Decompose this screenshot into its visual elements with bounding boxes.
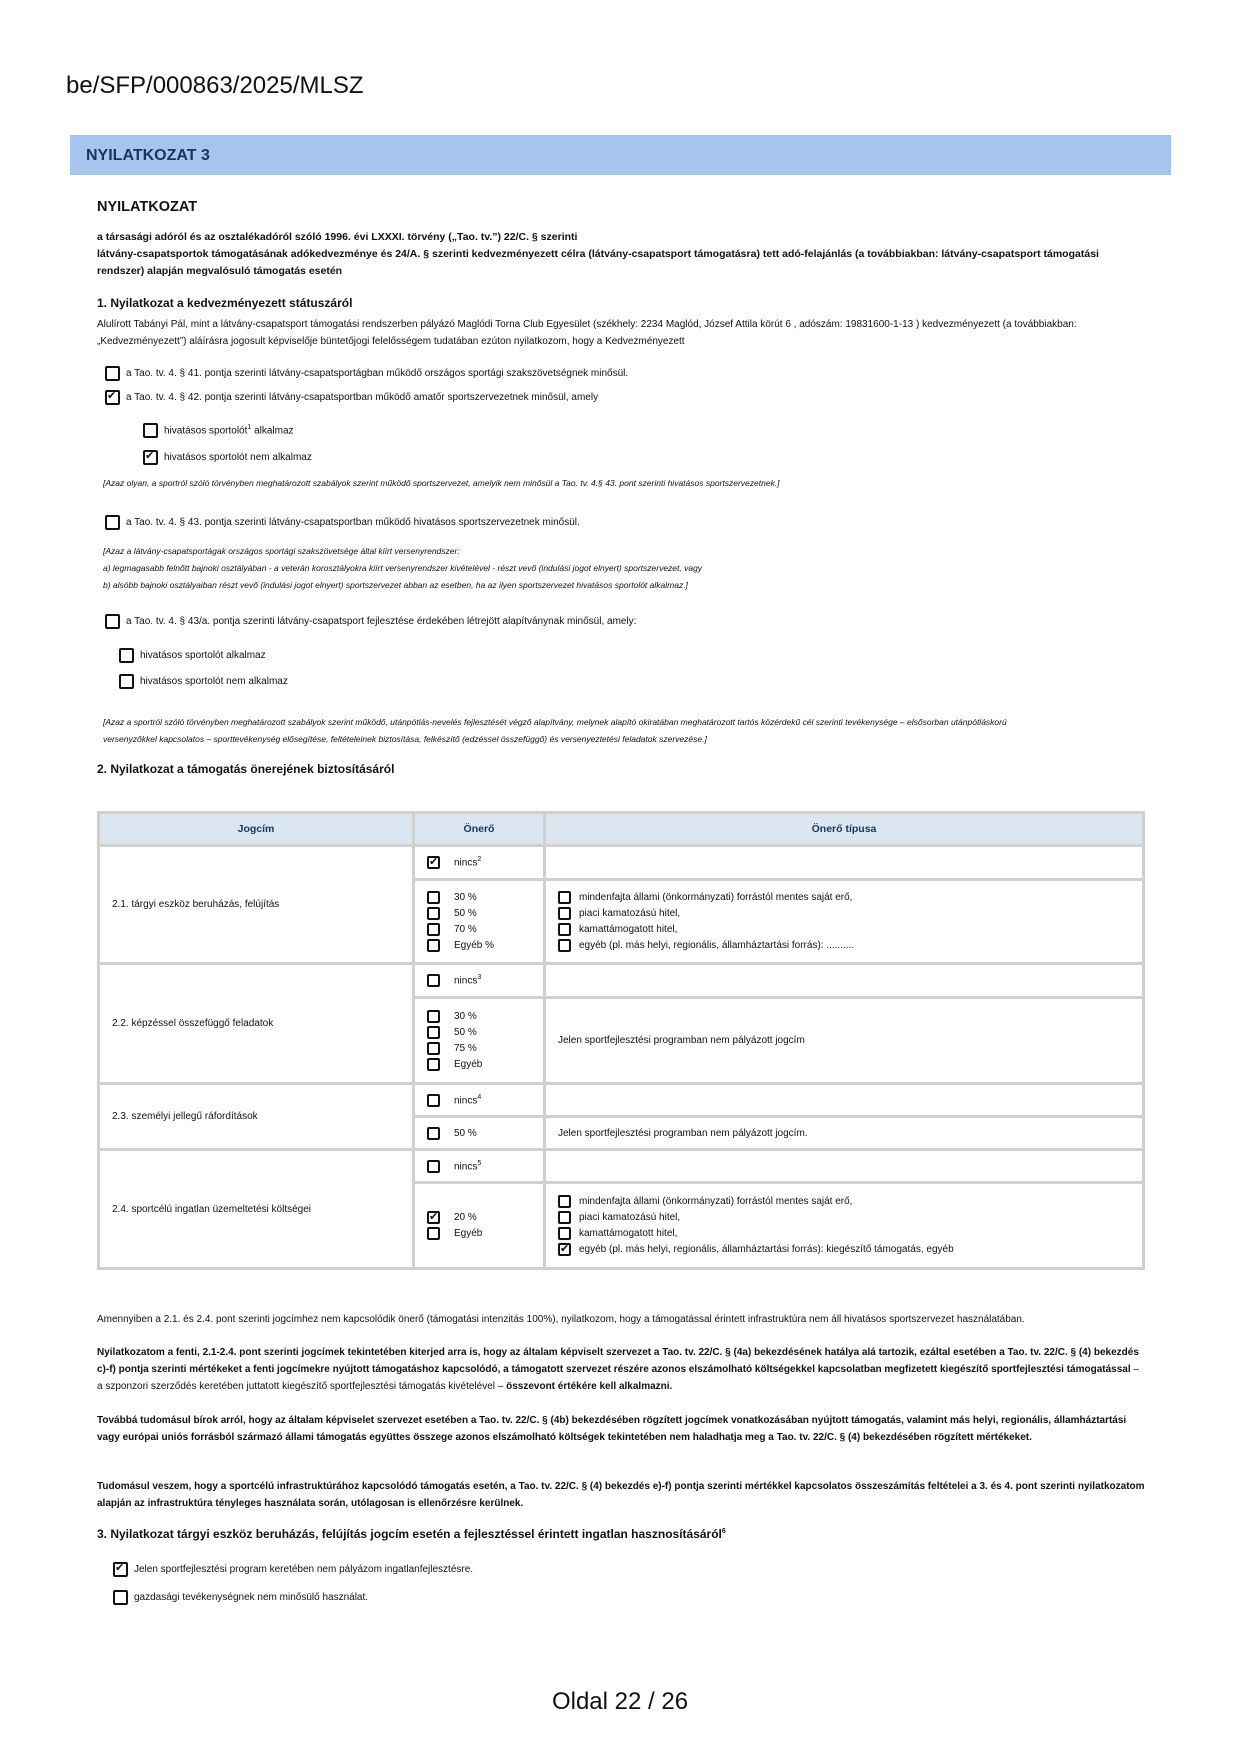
note-43a-line-2: versenyzőkkel kapcsolatos – sporttevékenység elősegítése, feltételeinek biztosítása, felkészítő (edzéssel összefüggő) és versenyeztetési feladatok szervezése.] [103,734,707,744]
option-label: Egyéb [454,1228,483,1239]
paragraph-1: Amennyiben a 2.1. és 2.4. pont szerinti jogcímhez nem kapcsolódik önerő (támogatási intenzitás 100%), nyilatkozom, hogy a támogatással érintett infrastruktúra nem áll hivatásos sportszervezet használatában. [97,1314,1025,1325]
checkbox-kamattamogatott[interactable] [558,923,571,936]
checkbox-egyeb[interactable] [427,939,440,952]
tipus-option[interactable] [558,1243,1130,1256]
checkbox-20[interactable] [427,1211,440,1224]
checkbox-kamattamogatott[interactable] [558,1227,571,1240]
paragraph-3: Továbbá tudomásul bírok arról, hogy az általam képviselet szervezet esetében a Tao. tv. 22/C. § (4b) bekezdésében rögzített jogcímek vonatkozásában nyújtott támogatás, valamint más helyi, regionális, államháztartási vagy európai uniós forrásból származó állami támogatás együttes összege azonos elszámolható költségek tekintetében nem haladhatja meg a Tao. tv. 22/C. § (4) bekezdésében rögzített mértékeket. [97,1415,1127,1443]
tipus-text: Jelen sportfejlesztési programban nem pályázott jogcím [545,998,1144,1084]
option-label: mindenfajta állami (önkormányzati) forrástól mentes saját erő, [579,1196,853,1207]
tipus-option[interactable] [558,1227,1130,1240]
checkbox-no-real-estate[interactable] [113,1562,128,1577]
onero-option[interactable] [427,923,531,936]
header-onero: Önerő [414,813,545,846]
option-label: Egyéb % [454,940,495,951]
checkbox-43[interactable] [105,515,120,530]
option-label: 75 % [454,1043,477,1054]
tipus-option[interactable] [558,1211,1130,1224]
onero-option[interactable] [427,1010,531,1023]
header-jogcim: Jogcím [99,813,414,846]
empty-cell [545,1084,1144,1117]
option-label: 20 % [454,1212,477,1223]
checkbox-non-economic-use[interactable] [113,1590,128,1605]
option-43-label: a Tao. tv. 4. § 43. pontja szerinti látvány-csapatsportban működő hivatásos sportszervezetnek minősül. [126,517,580,528]
nincs-label: nincs$^4$ [454,1093,482,1107]
option-41[interactable] [105,366,628,381]
jogcim-cell: 2.2. képzéssel összefüggő feladatok [99,964,414,1084]
checkbox-piaci-hitel[interactable] [558,907,571,920]
nincs-option[interactable] [427,856,531,869]
onero-option[interactable] [427,907,531,920]
paragraph-4: Tudomásul veszem, hogy a sportcélú infrastruktúrához kapcsolódó támogatás esetén, a Tao. tv. 22/C. § (4) bekezdés e)-f) pontja szerinti mértékkel kapcsolatos összeszámítás feltételei a 3. és 4. pont szerinti nyilatkozatom alapján az infrastruktúra tényleges használata során, utólagosan is ellenőrzésre kerülnek. [97,1481,1145,1509]
option-41-label: a Tao. tv. 4. § 41. pontja szerinti látvány-csapatsportágban működő országos sportági szakszövetségnek minősül. [126,368,629,379]
checkbox-30[interactable] [427,891,440,904]
onero-option[interactable] [427,1026,531,1039]
tipus-text: Jelen sportfejlesztési programban nem pályázott jogcím. [545,1117,1144,1150]
option-label: 50 % [454,908,477,919]
document-id: be/SFP/000863/2025/MLSZ [66,72,364,99]
option-label: 50 % [454,1027,477,1038]
checkbox-41[interactable] [105,366,120,381]
checkbox-nincs[interactable] [427,856,440,869]
section3-heading: 3. Nyilatkozat tárgyi eszköz beruházás, felújítás jogcím esetén a fejlesztéssel érintett ingatlan hasznosításáról$^6$ [97,1527,726,1541]
option-43a[interactable] [105,614,636,629]
jogcim-cell: 2.1. tárgyi eszköz beruházás, felújítás [99,846,414,964]
empty-cell [545,964,1144,998]
option-label: mindenfajta állami (önkormányzati) forrástól mentes saját erő, [579,892,853,903]
note-43-line-2: a) legmagasabb felnőtt bajnoki osztályában - a veterán korosztályokra kiírt versenyrendszer kivételével - részt vevő (indulási jogot elnyert) sportszervezet, vagy [103,563,703,573]
checkbox-30[interactable] [427,1010,440,1023]
table-row [99,846,1144,880]
checkbox-75[interactable] [427,1042,440,1055]
tipus-option[interactable] [558,939,1130,952]
onero-option[interactable] [427,1127,531,1140]
option-43a-sub2[interactable] [119,674,288,689]
option-43[interactable] [105,515,580,530]
section-header-bar [70,135,1171,175]
option-43a-sub2-label: hivatásos sportolót nem alkalmaz [140,676,288,687]
empty-cell [545,1150,1144,1183]
intro-line-1: a társasági adóról és az osztalékadóról szóló 1996. évi LXXXI. törvény („Tao. tv.”) 22/C. § szerinti [97,231,578,243]
option-label: kamattámogatott hitel, [579,1228,678,1239]
section-title: NYILATKOZAT 3 [86,147,210,164]
section1-body: Alulírott Tabányi Pál, mint a látvány-csapatsport támogatási rendszerben pályázó Maglódi Torna Club Egyesület (székhely: 2234 Maglód, József Attila körút 6 , adószám: 19831600-1-13 ) kedvezményezett (a továbbiakban: „Kedvezményezett”) aláírásra jogosult képviselője büntetőjogi felelősségem tudatában ezúton nyilatkozom, hogy a Kedvezményezett [97,319,1077,347]
option-42-sub2[interactable] [143,450,312,465]
checkbox-50[interactable] [427,907,440,920]
paragraph-2: Nyilatkozatom a fenti, 2.1-2.4. pont szerinti jogcímek tekintetében kiterjed arra is, hogy az általam képviselt szervezet a Tao. tv. 22/C. § (4a) bekezdésének hatálya alá tartozik, ezáltal esetében a Tao. tv. 22/C. § (4) bekezdés c)-f) pontja szerinti mértékeket a fenti jogcímekre nyújtott támogatáshoz kapcsolódó, a támogatott szervezet részére azonos elszámolható költségekkel kapcsolatban megfizetett kiegészítő sportfejlesztési támogatással – a szponzori szerződés keretében juttatott kiegészítő sportfejlesztési támogatás kivételével – összevont értékére kell alkalmazni. [97,1347,1139,1392]
note-42: [Azaz olyan, a sportról szóló törvényben meghatározott szabályok szerint működő sportszervezet, amelyik nem minősül a Tao. tv. 4.§ 43. pont szerinti hivatásos sportszervezetnek.] [103,478,780,488]
table-row [99,964,1144,998]
nincs-option[interactable] [427,1094,531,1107]
option-label: egyéb (pl. más helyi, regionális, államháztartási forrás): kiegészítő támogatás, egyéb [579,1244,954,1255]
checkbox-sajat-ero[interactable] [558,1195,571,1208]
option-42-label: a Tao. tv. 4. § 42. pontja szerinti látvány-csapatsportban működő amatőr sportszervezetnek minősül, amely [126,392,599,403]
option-43a-sub1-label: hivatásos sportolót alkalmaz [140,650,266,661]
checkbox-43a-sub1[interactable] [119,648,134,663]
nincs-option[interactable] [427,1160,531,1173]
note-43-line-3: b) alsóbb bajnoki osztályaiban részt vevő (indulási jogot elnyert) sportszervezet abban az esetben, ha az ilyen sportszervezet hivatásos sportolót alkalmaz.] [103,580,688,590]
option-label: Egyéb [454,1059,483,1070]
option-label: kamattámogatott hitel, [579,924,678,935]
onero-option[interactable] [427,1211,531,1224]
checkbox-42[interactable] [105,390,120,405]
jogcim-cell: 2.4. sportcélú ingatlan üzemeltetési költségei [99,1150,414,1269]
jogcim-cell: 2.3. személyi jellegű ráfordítások [99,1084,414,1150]
tipus-option[interactable] [558,907,1130,920]
option-label: piaci kamatozású hitel, [579,1212,681,1223]
option-43a-sub1[interactable] [119,648,266,663]
onero-option[interactable] [427,1058,531,1071]
checkbox-sajat-ero[interactable] [558,891,571,904]
note-43a [103,714,1153,748]
checkbox-50[interactable] [427,1026,440,1039]
option-label: egyéb (pl. más helyi, regionális, államháztartási forrás): .......... [579,940,855,951]
onero-table [97,811,1145,1270]
note-43-line-1: [Azaz a látvány-csapatsportágak országos sportági szakszövetsége által kiírt versenyrendszer: [103,546,460,556]
nincs-label: nincs$^5$ [454,1159,482,1173]
checkbox-egyeb[interactable] [427,1227,440,1240]
onero-option[interactable] [427,939,531,952]
option-42[interactable] [105,390,598,405]
nincs-label: nincs$^2$ [454,856,482,869]
page-number: Oldal 22 / 26 [551,1688,689,1715]
note-43 [103,543,702,594]
option-label: 50 % [454,1127,477,1139]
option-42-sub1-label: hivatásos sportolót$^1$ alkalmaz [164,424,294,437]
checkbox-nincs[interactable] [427,974,440,987]
option-label: 70 % [454,924,477,935]
empty-cell [545,846,1144,880]
checkbox-43a[interactable] [105,614,120,629]
onero-option[interactable] [427,1042,531,1055]
onero-option[interactable] [427,1227,531,1240]
option-43a-label: a Tao. tv. 4. § 43/a. pontja szerinti látvány-csapatsport fejlesztése érdekében létrejött alapítványnak minősül, amely: [126,616,637,627]
onero-option[interactable] [427,891,531,904]
option-label: 30 % [454,892,477,903]
tipus-option[interactable] [558,923,1130,936]
tipus-option[interactable] [558,1195,1130,1208]
option-label: 30 % [454,1011,477,1022]
header-onero-tipusa: Önerő típusa [545,813,1144,846]
intro-text [97,229,1137,280]
section3-option-1-label: Jelen sportfejlesztési program keretében nem pályázom ingatlanfejlesztésre. [134,1564,474,1575]
checkbox-egyeb-forras[interactable] [558,939,571,952]
checkbox-nincs[interactable] [427,1160,440,1173]
option-42-sub2-label: hivatásos sportolót nem alkalmaz [164,452,312,463]
checkbox-70[interactable] [427,923,440,936]
note-43a-line-1: [Azaz a sportról szóló törvényben meghatározott szabályok szerint működő, utánpótlás-nevelés fejlesztését végző alapítvány, melynek alapító okiratában meghatározott tartós közérdekű cél szerinti tevékenysége – elsősorban utánpótláskorú [103,717,1007,727]
checkbox-42-sub1[interactable] [143,423,158,438]
checkbox-egyeb[interactable] [427,1058,440,1071]
section2-heading: 2. Nyilatkozat a támogatás önerejének biztosításáról [97,762,395,776]
checkbox-nincs[interactable] [427,1094,440,1107]
table-row [99,1150,1144,1183]
option-42-sub1[interactable] [143,423,294,438]
nincs-label: nincs$^3$ [454,974,482,987]
nincs-option[interactable] [427,974,531,987]
checkbox-50[interactable] [427,1127,440,1140]
checkbox-piaci-hitel[interactable] [558,1211,571,1224]
main-heading: NYILATKOZAT [97,199,198,215]
intro-line-2: látvány-csapatsportok támogatásának adókedvezménye és 24/A. § szerinti kedvezményezett célra (látvány-csapatsport támogatásra) tett adó-felajánlás (a továbbiakban: látvány-csapatsport támogatási rendszer) alapján megvalósuló támogatás esetén [97,248,1099,277]
option-label: piaci kamatozású hitel, [579,908,681,919]
section3-option-1[interactable] [113,1562,473,1577]
section3-option-2[interactable] [113,1590,368,1605]
tipus-option[interactable] [558,891,1130,904]
checkbox-egyeb-forras[interactable] [558,1243,571,1256]
checkbox-42-sub2[interactable] [143,450,158,465]
section3-option-2-label: gazdasági tevékenységnek nem minősülő használat. [134,1592,369,1603]
table-row [99,1084,1144,1117]
section1-heading: 1. Nyilatkozat a kedvezményezett státuszáról [97,296,353,310]
checkbox-43a-sub2[interactable] [119,674,134,689]
